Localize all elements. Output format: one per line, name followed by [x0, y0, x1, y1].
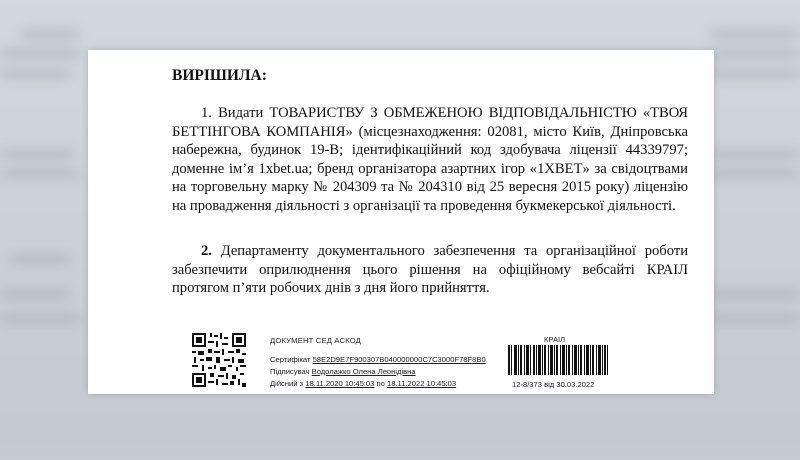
- valid-label: Дійсний з: [270, 379, 304, 388]
- decision-heading: ВИРІШИЛА:: [172, 67, 267, 84]
- paragraph-1-number: 1.: [201, 105, 212, 121]
- paragraph-2-number: 2.: [201, 243, 212, 259]
- signer-value: Водолажко Олена Леонідівна: [311, 367, 416, 376]
- paragraph-2-text: Департаменту документального забезпечення та організаційної роботи забезпечити оприлюднення цього рішення на офіційному вебсайті КРАІЛ протягом п’яти робочих днів з дня його прийняття.: [172, 243, 689, 297]
- document-page: [88, 50, 714, 394]
- valid-from: 18.11.2020 10:45:03: [305, 379, 375, 388]
- certificate-label: Сертифікат: [270, 355, 311, 364]
- paragraph-2: [172, 242, 688, 298]
- certificate-value: 58E2D9E7F900307B040000000C7C3000F78F8B0: [312, 355, 486, 364]
- paragraph-1-text: Видати ТОВАРИСТВУ З ОБМЕЖЕНОЮ ВІДПОВІДАЛЬНІСТЮ «ТВОЯ БЕТТІНГОВА КОМПАНІЯ» (місцезнаходження: 02081, місто Київ, Дніпровська набережна, будинок 19-В; ідентифікаційний код здобувача ліцензії 44339797; доменне ім’я 1xbet.ua; бренд організатора азартних ігор «1XBET» за свідоцтвами на торговельну марку № 204309 та № 204310 від 25 вересня 2015 року) ліцензію на провадження діяльності з організації та проведення букмекерської діяльності.: [172, 105, 689, 214]
- paragraph-1: [172, 104, 688, 216]
- signer-line: [270, 367, 416, 376]
- valid-to: 18.11.2022 10:45:03: [386, 379, 457, 388]
- validity-line: [270, 379, 456, 388]
- registration-number: 12-8/373 від 30.03.2022: [512, 380, 595, 389]
- barcode-icon: [508, 345, 608, 375]
- qr-code-icon: [192, 333, 246, 387]
- valid-to-label: по: [376, 379, 385, 388]
- certificate-line: [270, 355, 486, 364]
- signer-label: Підписувач: [270, 367, 310, 376]
- org-label: КРАІЛ: [544, 335, 566, 344]
- stamp-title: ДОКУМЕНТ СЕД АСКОД: [270, 336, 362, 345]
